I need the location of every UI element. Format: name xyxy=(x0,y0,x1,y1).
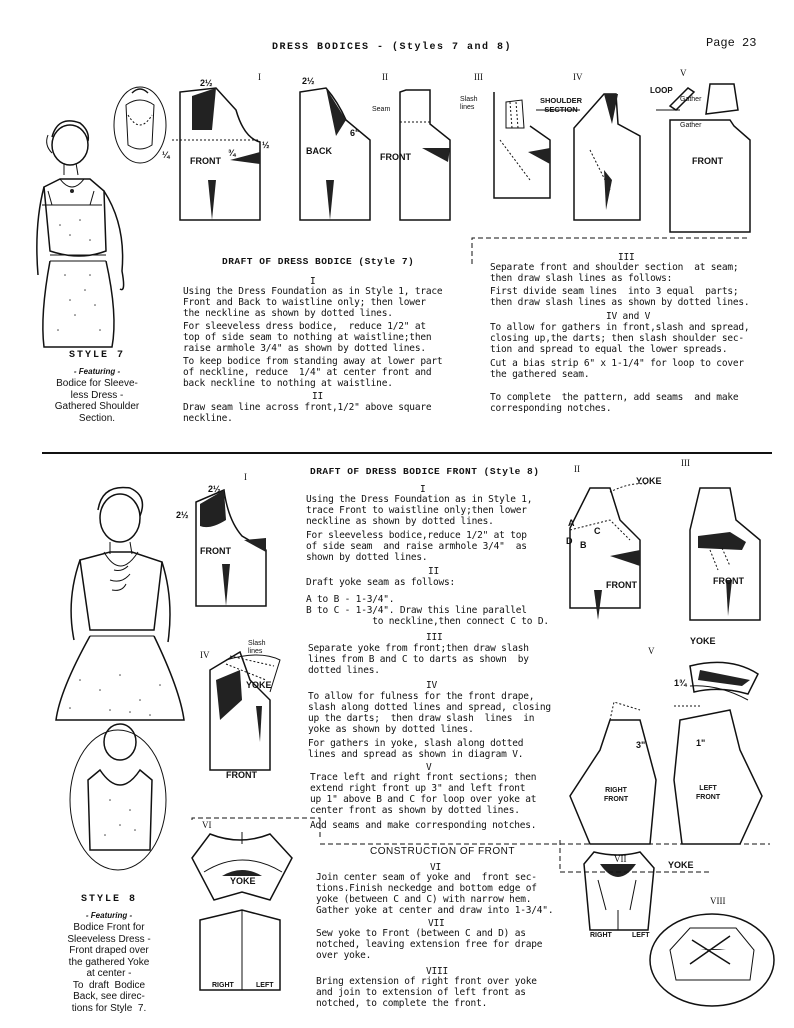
style7-description: Bodice for Sleeve- less Dress - Gathered Shoulder Section. xyxy=(54,378,140,424)
b-point-c: C xyxy=(594,526,601,536)
top-right-para-5: To complete the pattern, add seams and make corresponding notches. xyxy=(490,392,739,414)
c-heading-7: VII xyxy=(428,918,445,929)
label-front-1: FRONT xyxy=(190,156,221,166)
b-measure-3: 3" xyxy=(636,740,646,750)
b-label-yoke-vii: YOKE xyxy=(668,860,694,870)
page-header-title: DRESS BODICES - (Styles 7 and 8) xyxy=(272,42,513,53)
b-label-front-iv: FRONT xyxy=(226,770,257,780)
b-measure-1-3-4: 1¾ xyxy=(674,678,687,688)
top-right-heading-2: IV and V xyxy=(606,311,651,322)
b-label-left-vi: LEFT xyxy=(256,982,274,989)
c-heading-6: VI xyxy=(430,862,442,873)
b-heading-2: II xyxy=(428,566,440,577)
section-divider xyxy=(42,452,772,454)
draft-title-style7: DRAFT OF DRESS BODICE (Style 7) xyxy=(222,256,415,267)
label-back: BACK xyxy=(306,146,332,156)
b-label-right-vi: RIGHT xyxy=(212,982,234,989)
measure-2-1-2-a: 2½ xyxy=(200,78,213,88)
b-measure-1: 1" xyxy=(696,738,706,748)
diagram-roman-1: I xyxy=(258,72,261,82)
b-point-a: A xyxy=(568,518,575,528)
top-left-para-3: To keep bodice from standing away at lower part of neckline, reduce 1/4" at center front and back neckline to nothing at waistline. xyxy=(183,356,443,389)
label-gather-1: Gather xyxy=(680,96,702,103)
b-label-front-ii: FRONT xyxy=(606,580,637,590)
b-label-front-iii: FRONT xyxy=(713,576,744,586)
b-label-slash-lines: Slash lines xyxy=(248,640,266,655)
b-roman-3: III xyxy=(681,458,690,468)
style7-name: STYLE 7 xyxy=(68,350,125,361)
measure-1-2: ½ xyxy=(262,140,270,150)
b-point-b: B xyxy=(580,540,587,550)
page-number: Page 23 xyxy=(706,36,757,50)
style7-featuring: - Featuring - xyxy=(73,367,121,376)
c-para-2: Sew yoke to Front (between C and D) as notched, leaving extension free for drape over yoke. xyxy=(316,928,543,961)
b-measure-2-1-2-b: 2½ xyxy=(176,510,189,520)
measure-3-4: ¾ xyxy=(228,148,236,158)
b-label-right-front: RIGHT FRONT xyxy=(604,787,629,803)
b-heading-4: IV xyxy=(426,680,438,691)
label-front-2: FRONT xyxy=(380,152,411,162)
b-label-yoke-v: YOKE xyxy=(690,636,716,646)
top-left-para-1: Using the Dress Foundation as in Style 1, trace Front and Back to waistline only; then lower the neckline as shown by dotted lines. xyxy=(183,286,443,319)
diagram-roman-3: III xyxy=(474,72,483,82)
top-right-para-4: Cut a bias strip 6" x 1-1/4" for loop to cover the gathered seam. xyxy=(490,358,744,380)
top-right-heading-1: III xyxy=(618,252,635,263)
b-label-yoke-1: YOKE xyxy=(636,476,662,486)
b-para-9: Trace left and right front sections; then extend right front up 3" and left front up 1" above B and C for loop over yoke at center front as shown by dotted lines. xyxy=(310,772,537,816)
b-para-1: Using the Dress Foundation as in Style 1, trace Front to waistline only;then lower neckline as shown by dotted lines. xyxy=(306,494,533,527)
style8-name: STYLE 8 xyxy=(80,894,137,905)
c-para-1: Join center seam of yoke and front sec- tions.Finish neckedge and bottom edge of yoke (between C and C) with narrow hem. Gather yoke at center and draw into 1-3/4". xyxy=(316,872,554,916)
label-seam: Seam xyxy=(372,106,391,113)
b-roman-4: IV xyxy=(200,650,210,660)
b-roman-2: II xyxy=(574,464,580,474)
b-roman-5: V xyxy=(648,646,655,656)
b-label-left-front: LEFT FRONT xyxy=(696,785,721,801)
top-right-para-1: Separate front and shoulder section at seam; then draw slash lines as follows: xyxy=(490,262,739,284)
b-roman-6: VI xyxy=(202,820,212,830)
top-right-para-3: To allow for gathers in front,slash and spread, closing up,the darts; then slash shoulder sec- tion and spread to equal the lower spreads. xyxy=(490,322,750,355)
top-left-heading-1: I xyxy=(310,276,316,287)
b-para-2: For sleeveless bodice,reduce 1/2" at top of side seam and raise armhole 3/4" as shown by dotted lines. xyxy=(306,530,527,563)
b-roman-8: VIII xyxy=(710,896,726,906)
measure-6: 6" xyxy=(350,128,360,138)
b-para-6: Separate yoke from front;then draw slash lines from B and C to darts as shown by dotted lines. xyxy=(308,643,529,676)
top-left-para-2: For sleeveless dress bodice, reduce 1/2" at top of side seam to nothing at waistline;then raise armhole 3/4" as shown by dotted lines. xyxy=(183,321,432,354)
draft-title-style8: DRAFT OF DRESS BODICE FRONT (Style 8) xyxy=(310,466,540,477)
label-slash-lines: Slash lines xyxy=(460,96,478,111)
b-roman-7: VII xyxy=(614,854,627,864)
diagram-roman-2: II xyxy=(382,72,388,82)
b-roman-1: I xyxy=(244,472,247,482)
diagram-roman-5: V xyxy=(680,68,687,78)
b-para-3: Draft yoke seam as follows: xyxy=(306,577,456,588)
c-heading-8: VIII xyxy=(426,966,449,977)
b-measure-2-1-2-a: 2½ xyxy=(208,484,221,494)
b-para-4: A to B - 1-3/4". xyxy=(306,594,395,605)
label-front-3: FRONT xyxy=(692,156,723,166)
measure-1-4: ¼ xyxy=(162,150,170,160)
b-heading-5: V xyxy=(426,762,432,773)
b-heading-3: III xyxy=(426,632,443,643)
b-heading-1: I xyxy=(420,484,426,495)
top-right-para-2: First divide seam lines into 3 equal parts; then draw slash lines as shown by dotted lines. xyxy=(490,286,750,308)
diagram-roman-4: IV xyxy=(573,72,583,82)
b-point-d: D xyxy=(566,536,573,546)
label-gather-2: Gather xyxy=(680,122,702,129)
label-shoulder-section: SHOULDER SECTION xyxy=(540,96,583,114)
b-label-yoke-iv: YOKE xyxy=(246,680,272,690)
top-left-heading-2: II xyxy=(312,391,324,402)
b-label-right-vii: RIGHT xyxy=(590,932,612,939)
b-label-yoke-vi: YOKE xyxy=(230,876,256,886)
b-para-8: For gathers in yoke, slash along dotted lines and spread as shown in diagram V. xyxy=(308,738,524,760)
b-para-10: Add seams and make corresponding notches. xyxy=(310,820,537,831)
b-label-front: FRONT xyxy=(200,546,231,556)
c-para-3: Bring extension of right front over yoke and join to extension of left front as notched, to complete the front. xyxy=(316,976,537,1009)
b-label-left-vii: LEFT xyxy=(632,932,650,939)
top-left-para-4: Draw seam line across front,1/2" above square neckline. xyxy=(183,402,432,424)
construction-title: CONSTRUCTION OF FRONT xyxy=(370,846,515,857)
measure-2-1-2-b: 2½ xyxy=(302,76,315,86)
style8-featuring: - Featuring - xyxy=(85,911,133,920)
label-loop: LOOP xyxy=(650,86,673,95)
b-para-7: To allow for fulness for the front drape, slash along dotted lines and spread, closing up the darts; then draw slash lines in yoke as shown by dotted lines. xyxy=(308,691,551,735)
b-para-5: B to C - 1-3/4". Draw this line parallel to neckline,then connect C to D. xyxy=(306,605,549,627)
style8-description: Bodice Front for Sleeveless Dress - Front draped over the gathered Yoke at center - To draft Bodice Back, see direc- tions for Style 7. xyxy=(67,922,151,1014)
